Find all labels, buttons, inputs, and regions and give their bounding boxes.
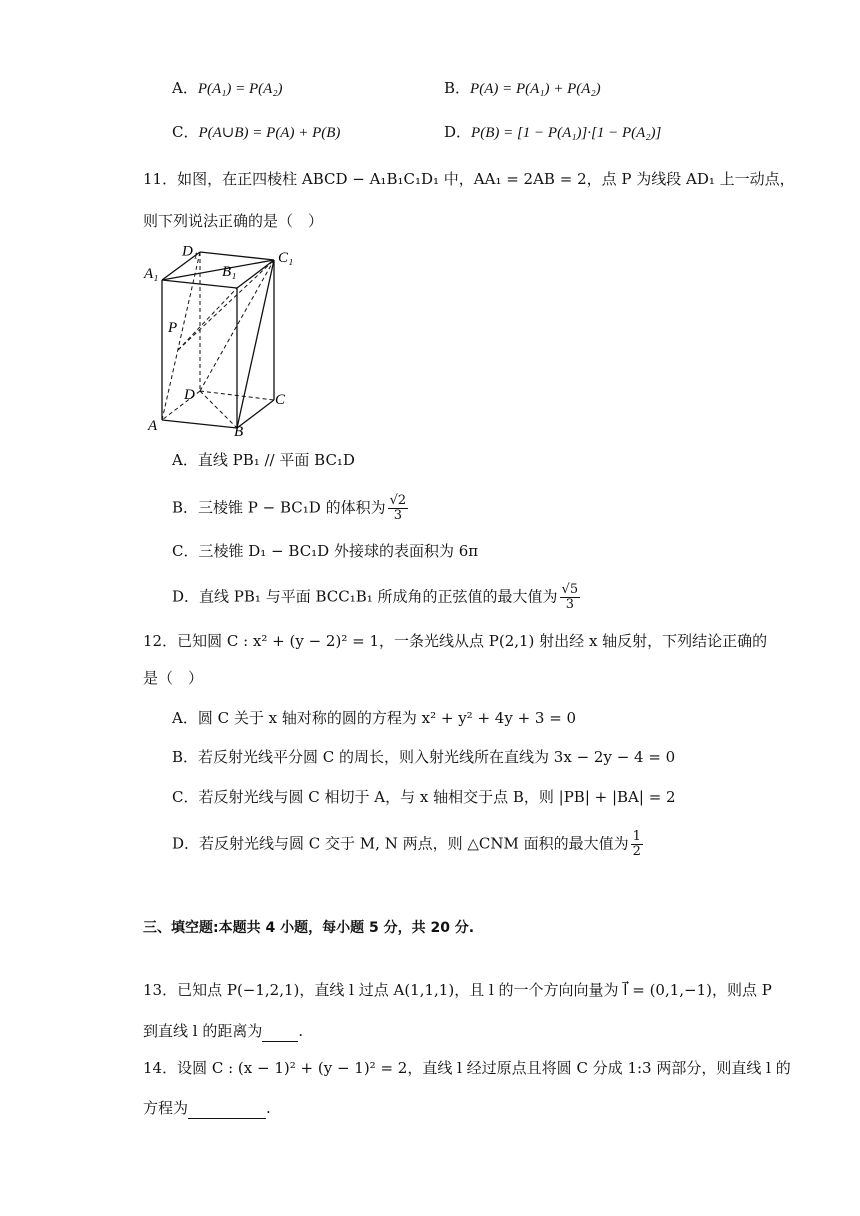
q11-option-b: B．三棱锥 P − BC₁D 的体积为 $\frac{√2}{3}$ (172, 493, 407, 523)
q11-option-d: D．直线 PB₁ 与平面 BCC₁B₁ 所成角的正弦值的最大值为 $\frac{√5}{3}$ (172, 582, 579, 612)
label-a: A (148, 418, 158, 434)
q11-option-c: C．三棱锥 D₁ − BC₁D 外接球的表面积为 6π (172, 542, 479, 560)
q11-stem-line2: 则下列说法正确的是（ ） (143, 212, 324, 230)
q12-option-d: D．若反射光线与圆 C 交于 M, N 两点，则 △CNM 面积的最大值为 $\frac{1}{2}$ (172, 829, 641, 859)
q10-option-a: A．P(A₁) = P(A₂) (172, 79, 283, 97)
fraction: $\frac{1}{2}$ (632, 829, 641, 859)
label-c1: C₁ (278, 250, 294, 266)
q13-line1: 13．已知点 P(−1,2,1)，直线 l 过点 A(1,1,1)，且 l 的一个方向向量为 l⃗ = (0,1,−1)，则点 P (143, 981, 772, 999)
prism-figure (140, 243, 294, 440)
q10-option-b: B．P(A) = P(A₁) + P(A₂) (444, 79, 601, 97)
q14-line1: 14．设圆 C : (x − 1)² + (y − 1)² = 2，直线 l 经过原点且将圆 C 分成 1:3 两部分，则直线 l 的 (143, 1059, 791, 1077)
q12-stem-line1: 12．已知圆 C : x² + (y − 2)² = 1，一条光线从点 P(2,1) 射出经 x 轴反射，下列结论正确的 (143, 632, 768, 650)
q10-option-c: C．P(A∪B) = P(A) + P(B) (172, 123, 341, 141)
q11-option-a: A．直线 PB₁ // 平面 BC₁D (172, 451, 355, 469)
label-b1: B₁ (222, 264, 237, 280)
q11-stem-line1: 11．如图，在正四棱柱 ABCD − A₁B₁C₁D₁ 中，AA₁ = 2AB = 2，点 P 为线段 AD₁ 上一动点， (143, 170, 795, 188)
q12-option-c: C．若反射光线与圆 C 相切于 A，与 x 轴相交于点 B，则 |PB| + |BA| = 2 (172, 788, 676, 806)
q12-option-b: B．若反射光线平分圆 C 的周长，则入射光线所在直线为 3x − 2y − 4 = 0 (172, 748, 676, 766)
fraction: $\frac{√5}{3}$ (561, 582, 579, 612)
fraction: $\frac{√2}{3}$ (389, 493, 407, 523)
q12-stem-line2: 是（ ） (143, 669, 204, 687)
answer-blank[interactable] (188, 1102, 266, 1119)
answer-blank[interactable] (262, 1025, 298, 1042)
label-b: B (234, 424, 244, 440)
label-d: D (184, 387, 195, 403)
q10-option-d: D．P(B) = [1 − P(A₁)]·[1 − P(A₂)] (444, 123, 662, 141)
label-c: C (275, 392, 286, 408)
q13-line2: 到直线 l 的距离为 . (143, 1022, 304, 1040)
q14-line2: 方程为 . (143, 1099, 271, 1117)
section-title: 三、填空题:本题共 4 小题，每小题 5 分，共 20 分. (143, 920, 475, 936)
label-a1: A₁ (144, 266, 159, 282)
label-p: P (168, 320, 178, 336)
label-d1: D₁ (182, 243, 199, 260)
q12-option-a: A．圆 C 关于 x 轴对称的圆的方程为 x² + y² + 4y + 3 = 0 (172, 709, 577, 727)
